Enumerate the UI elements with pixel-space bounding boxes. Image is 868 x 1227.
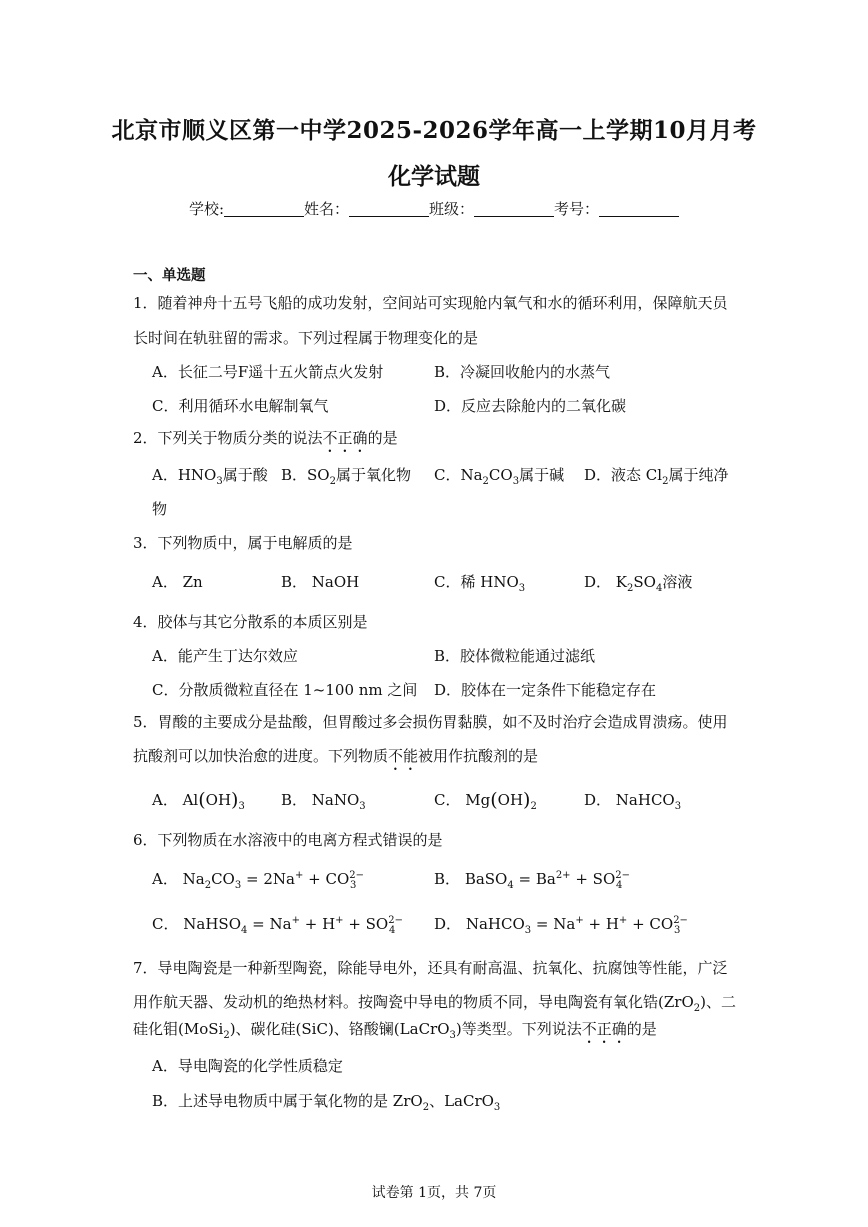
q5-stem-line2: 抗酸剂可以加快治愈的进度。下列物质不能被用作抗酸剂的是 — [133, 747, 539, 765]
q4-option-a[interactable]: A．能产生丁达尔效应 — [152, 647, 298, 665]
q6-option-a[interactable]: A． $Na_2CO_3 = 2Na^+ + CO^{2-}_3$ — [152, 870, 364, 891]
q6-option-c[interactable]: C． NaHSO$_4$ = $Na^+ + H^+ + SO^{2-}_4$ — [152, 915, 403, 936]
q6-option-d[interactable]: D． NaHCO$_3$ = $Na^+ + H^+ + CO^{2-}_3$ — [434, 915, 688, 936]
name-label: 姓名： — [304, 200, 350, 218]
q2-option-c[interactable]: C．$Na_2CO_3$属于碱 — [434, 466, 565, 487]
q4-option-c[interactable]: C．分散质微粒直径在 1~100 nm 之间 — [152, 681, 418, 699]
q2-option-b[interactable]: B．$SO_2$属于氧化物 — [281, 466, 411, 487]
q3-option-d[interactable]: D． $K_2SO_4$溶液 — [584, 573, 693, 594]
q1-option-b[interactable]: B．冷凝回收舱内的水蒸气 — [434, 363, 611, 381]
q5-stem-line1: 5．胃酸的主要成分是盐酸，但胃酸过多会损伤胃黏膜，如不及时治疗会造成胃溃疡。使用 — [133, 713, 728, 731]
q7-stem-line2: 用作航天器、发动机的绝热材料。按陶瓷中导电的物质不同，导电陶瓷有氧化锆(ZrO$_2$)、二 — [133, 993, 736, 1014]
q5-option-b[interactable]: B． NaNO$_3$ — [281, 791, 366, 812]
q7-stem-line1: 7．导电陶瓷是一种新型陶瓷，除能导电外，还具有耐高温、抗氧化、抗腐蚀等性能，广泛 — [133, 959, 728, 977]
q1-option-d[interactable]: D．反应去除舱内的二氧化碳 — [434, 397, 627, 415]
q6-stem: 6．下列物质在水溶液中的电离方程式错误的是 — [133, 831, 443, 849]
exam-no-blank[interactable] — [599, 202, 679, 217]
q2-option-a[interactable]: A．$HNO_3$属于酸 — [152, 466, 268, 487]
q3-stem: 3．下列物质中，属于电解质的是 — [133, 534, 353, 552]
class-blank[interactable] — [474, 202, 554, 217]
class-label: 班级： — [429, 200, 475, 218]
q1-option-c[interactable]: C．利用循环水电解制氧气 — [152, 397, 329, 415]
exam-subtitle: 化学试题 — [388, 163, 480, 190]
q1-stem-line2: 长时间在轨驻留的需求。下列过程属于物理变化的是 — [133, 329, 479, 347]
emphasis-text: 不正确 — [322, 429, 368, 447]
section-title: 一、单选题 — [133, 267, 206, 284]
school-blank[interactable] — [224, 202, 304, 217]
q3-option-b[interactable]: B． NaOH — [281, 573, 360, 591]
emphasis-text: 不正确 — [581, 1020, 627, 1038]
q3-option-c[interactable]: C．稀 $HNO_3$ — [434, 573, 526, 594]
emphasis-text: 不能 — [388, 747, 419, 765]
name-blank[interactable] — [349, 202, 429, 217]
exam-no-label: 考号： — [554, 200, 600, 218]
q6-option-b[interactable]: B． BaSO$_4$ = $Ba^{2+} + SO^{2-}_4$ — [434, 870, 630, 891]
q2-option-d[interactable]: D．液态 $Cl_2$属于纯净 — [584, 466, 729, 487]
school-label: 学校: — [188, 200, 224, 218]
q1-option-a[interactable]: A．长征二号F遥十五火箭点火发射 — [152, 363, 384, 381]
q4-option-b[interactable]: B．胶体微粒能通过滤纸 — [434, 647, 596, 665]
q2-option-d-wrap: 物 — [152, 500, 168, 518]
q3-option-a[interactable]: A． Zn — [152, 573, 203, 591]
q1-stem-line1: 1．随着神舟十五号飞船的成功发射，空间站可实现舱内氧气和水的循环利用，保障航天员 — [133, 294, 728, 312]
q2-stem: 2．下列关于物质分类的说法不正确的是 — [133, 429, 398, 447]
q5-option-a[interactable]: A． $Al(OH)_3$ — [152, 789, 245, 812]
q7-option-b[interactable]: B．上述导电物质中属于氧化物的是 ZrO$_2$、LaCrO$_3$ — [152, 1092, 501, 1113]
q5-option-d[interactable]: D． NaHCO$_3$ — [584, 791, 682, 812]
q4-option-d[interactable]: D．胶体在一定条件下能稳定存在 — [434, 681, 657, 699]
q5-option-c[interactable]: C． $Mg(OH)_2$ — [434, 789, 537, 812]
q7-stem-line3: 硅化钼(MoSi$_2$)、碳化硅(SiC)、铬酸镧(LaCrO$_3$)等类型。下列说法不正确的是 — [133, 1020, 657, 1041]
page-footer: 试卷第 1页，共 7页 — [371, 1185, 497, 1201]
q4-stem: 4．胶体与其它分散系的本质区别是 — [133, 613, 368, 631]
exam-title: 北京市顺义区第一中学2025-2026学年高一上学期10月月考 — [111, 117, 757, 144]
q7-option-a[interactable]: A．导电陶瓷的化学性质稳定 — [152, 1057, 343, 1075]
student-info-line — [0, 198, 868, 219]
